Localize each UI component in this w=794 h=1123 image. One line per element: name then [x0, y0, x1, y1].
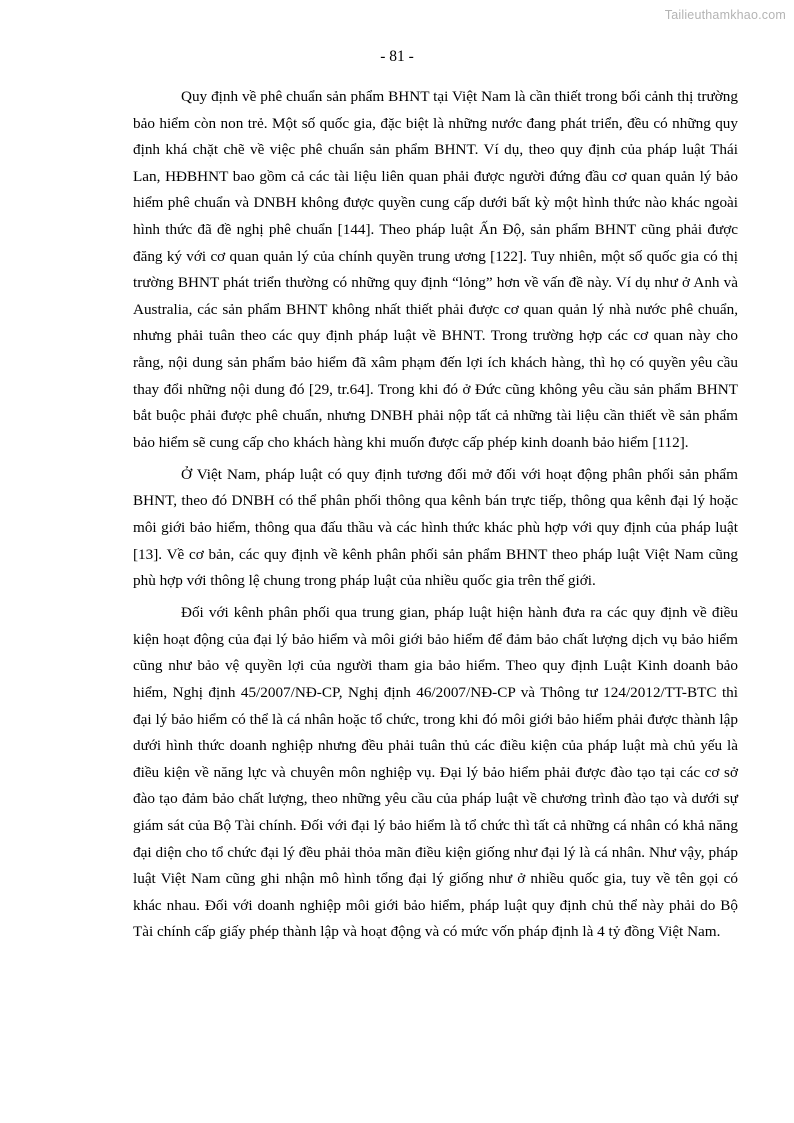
page-number: - 81 - [380, 48, 414, 65]
paragraph: Quy định về phê chuẩn sản phẩm BHNT tại Việt Nam là cần thiết trong bối cảnh thị trường bảo hiểm còn non trẻ. Một số quốc gia, đặc biệt là những nước đang phát triển, đều có những quy định khá chặt chẽ về việc phê chuẩn sản phẩm BHNT. Ví dụ, theo quy định của pháp luật Thái Lan, HĐBHNT bao gồm cả các tài liệu liên quan phải được người đứng đầu cơ quan quản lý bảo hiểm phê chuẩn và DNBH không được quyền cung cấp dưới bất kỳ một hình thức nào khác ngoài hình thức đã đề nghị phê chuẩn [144]. Theo pháp luật Ấn Độ, sản phẩm BHNT cũng phải được đăng ký với cơ quan quản lý của chính quyền trung ương [122]. Tuy nhiên, một số quốc gia có thị trường BHNT phát triển thường có những quy định “lỏng” hơn về vấn đề này. Ví dụ như ở Anh và Australia, các sản phẩm BHNT không nhất thiết phải được cơ quan quản lý nhà nước phê chuẩn, nhưng phải tuân theo các quy định pháp luật về BHNT. Trong trường hợp các cơ quan này cho rằng, nội dung sản phẩm bảo hiểm đã xâm phạm đến lợi ích khách hàng, thì họ có quyền yêu cầu thay đổi những nội dung đó [29, tr.64]. Trong khi đó ở Đức cũng không yêu cầu sản phẩm BHNT bắt buộc phải được phê chuẩn, nhưng DNBH phải nộp tất cả những tài liệu cần thiết về sản phẩm bảo hiểm sẽ cung cấp cho khách hàng khi muốn được cấp phép kinh doanh bảo hiểm [112]. [133, 88, 738, 451]
document-body [133, 84, 738, 952]
paragraph: Đối với kênh phân phối qua trung gian, pháp luật hiện hành đưa ra các quy định về điều kiện hoạt động của đại lý bảo hiểm và môi giới bảo hiểm để đảm bảo chất lượng dịch vụ bảo hiểm cũng như bảo vệ quyền lợi của người tham gia bảo hiểm. Theo quy định Luật Kinh doanh bảo hiểm, Nghị định 45/2007/NĐ-CP, Nghị định 46/2007/NĐ-CP và Thông tư 124/2012/TT-BTC thì đại lý bảo hiểm có thể là cá nhân hoặc tổ chức, trong khi đó môi giới bảo hiểm phải được thành lập dưới hình thức doanh nghiệp nhưng đều phải tuân thủ các điều kiện của pháp luật mà chủ yếu là điều kiện về năng lực và chuyên môn nghiệp vụ. Đại lý bảo hiểm phải được đào tạo tại các cơ sở đào tạo đảm bảo chất lượng, theo những yêu cầu của pháp luật về chương trình đào tạo và dưới sự giám sát của Bộ Tài chính. Đối với đại lý bảo hiểm là tổ chức thì tất cả những cá nhân có khả năng đại diện cho tổ chức đại lý đều phải thỏa mãn điều kiện giống như đại lý là cá nhân. Như vậy, pháp luật Việt Nam cũng ghi nhận mô hình tổng đại lý giống như ở nhiều quốc gia, tuy về tên gọi có khác nhau. Đối với doanh nghiệp môi giới bảo hiểm, pháp luật quy định chủ thể này phải do Bộ Tài chính cấp giấy phép thành lập và hoạt động và có mức vốn pháp định là 4 tỷ đồng Việt Nam. [133, 604, 738, 941]
site-watermark: Tailieuthamkhao.com [664, 8, 786, 22]
paragraph: Ở Việt Nam, pháp luật có quy định tương đối mở đối với hoạt động phân phối sản phẩm BHNT, theo đó DNBH có thể phân phối thông qua kênh bán trực tiếp, thông qua kênh đại lý hoặc môi giới bảo hiểm, thông qua đấu thầu và các hình thức khác phù hợp với quy định của pháp luật [13]. Về cơ bản, các quy định về kênh phân phối sản phẩm BHNT theo pháp luật Việt Nam cũng phù hợp với thông lệ chung trong pháp luật của nhiều quốc gia trên thế giới. [133, 465, 738, 590]
